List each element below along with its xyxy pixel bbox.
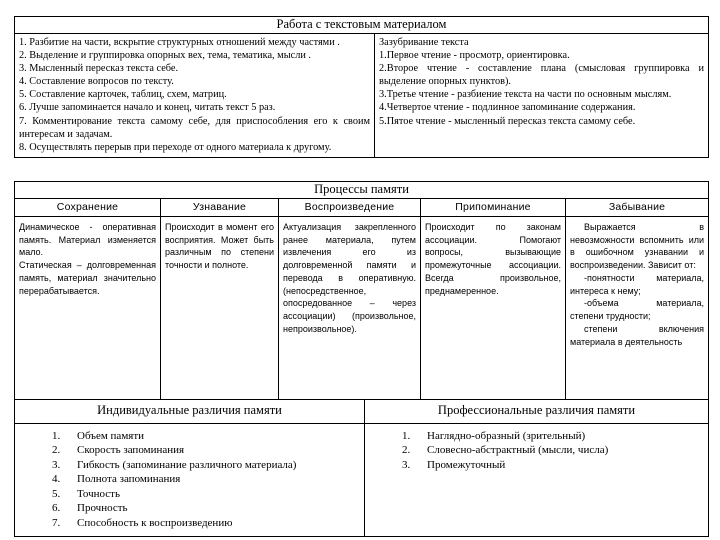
list-item: 2. Выделение и группировка опорных вех, тема, тематика, мысли . <box>19 49 311 61</box>
text-material-title: Работа с текстовым материалом <box>15 17 709 34</box>
list-item: 1. Объем памяти <box>63 429 360 444</box>
list-item: 1. Наглядно-образный (зрительный) <box>413 429 704 444</box>
list-item: 7. Способность к воспроизведению <box>63 516 360 531</box>
column-header-uзнавание: Узнавание <box>161 198 279 216</box>
paragraph: Происходит в момент его восприятия. Может быть различным по степени точности и полноте. <box>165 221 274 271</box>
memory-cell-recollection <box>421 216 566 401</box>
list-item: 4.Четвертое чтение - подлинное запоминание содержания. <box>379 102 636 114</box>
list-item: 5.Пятое чтение - мысленный пересказ текста самому себе. <box>379 115 636 127</box>
table-row <box>15 182 709 199</box>
column-header-sохранение: Сохранение <box>15 198 161 216</box>
list-item: 1.Первое чтение - просмотр, ориентировка. <box>379 49 570 61</box>
list-item: 3. Гибкость (запоминание различного материала) <box>63 458 360 473</box>
column-header-zабывание: Забывание <box>566 198 709 216</box>
individual-differences-list <box>19 429 360 531</box>
list-item: 4. Составление вопросов по тексту. <box>19 76 174 88</box>
professional-differences-list <box>369 429 704 473</box>
table-row <box>15 423 709 537</box>
list-item: 5. Составление карточек, таблиц, схем, матриц. <box>19 89 227 101</box>
paragraph: Актуализация закрепленного ранее материала, путем извлечения его из долговременной памяти и перевода в оперативную.(непосредственное, опосредованное – через ассоциации) (произвольное, непроизвольное). <box>283 221 416 334</box>
professional-differences-cell <box>365 423 709 537</box>
list-item: 3. Мысленный пересказ текста себе. <box>19 63 179 74</box>
paragraph: Динамическое - оперативная память. Материал изменяется мало. <box>19 221 156 258</box>
list-item: 6. Лучше запоминается начало и конец, читать текст 5 раз. <box>19 102 276 114</box>
professional-differences-title: Профессиональные различия памяти <box>365 400 709 424</box>
list-item: 7. Комментирование текста самому себе, для приспособления его к своим интересам и задачам. <box>19 115 370 140</box>
paragraph: степени включения материала в деятельность <box>570 323 705 347</box>
list-item: 4. Полнота запоминания <box>63 472 360 487</box>
text-material-left-cell <box>15 33 375 157</box>
memory-differences-table <box>14 399 709 537</box>
memory-processes-title: Процессы памяти <box>15 182 709 199</box>
table-row <box>15 33 709 157</box>
paragraph: -понятности материала, интереса к нему; <box>570 272 705 296</box>
paragraph: Происходит по законам ассоциации. Помогают вопросы, вызывающие промежуточные ассоциации. Всегда произвольное, преднамеренное. <box>425 221 561 296</box>
list-item: 6. Прочность <box>63 501 360 516</box>
list-item: 2. Скорость запоминания <box>63 443 360 458</box>
list-item: 5. Точность <box>63 487 360 502</box>
memory-processes-table <box>14 181 709 402</box>
paragraph: Выражается в невозможности вспомнить или в ошибочном узнавании и воспроизведении. Зависит от: <box>570 221 705 271</box>
list-item: 1. Разбитие на части, вскрытие структурных отношений между частями . <box>19 36 340 48</box>
individual-differences-title: Индивидуальные различия памяти <box>15 400 365 424</box>
list-item: 8. Осуществлять перерыв при переходе от одного материала к другому. <box>19 141 332 153</box>
column-header-vосп роизведение: Воспроизведение <box>279 198 421 216</box>
list-item: 3.Третье чтение - разбиение текста на части по основным мыслям. <box>379 89 672 101</box>
table-header-row <box>15 400 709 424</box>
memory-cell-preservation <box>15 216 161 401</box>
list-item: 3. Промежуточный <box>413 458 704 473</box>
column-header-pрипоминание: Припоминание <box>421 198 566 216</box>
list-item: Зазубривание текста <box>379 36 469 48</box>
table-header-row <box>15 198 709 216</box>
memory-cell-reproduction <box>279 216 421 401</box>
list-item: 2.Второе чтение - составление плана (смысловая группировка и выделение опорных пунктов). <box>379 63 704 88</box>
table-row <box>15 216 709 401</box>
individual-differences-cell <box>15 423 365 537</box>
memory-cell-recognition <box>161 216 279 401</box>
memory-cell-forgetting <box>566 216 709 401</box>
text-material-table <box>14 16 709 158</box>
table-row <box>15 17 709 34</box>
list-item: 2. Словесно-абстрактный (мысли, числа) <box>413 443 704 458</box>
text-material-right-cell <box>375 33 709 157</box>
paragraph: Статическая – долговременная память, материал значительно перерабатывается. <box>19 260 156 296</box>
paragraph: -объема материала, степени трудности; <box>570 298 705 322</box>
